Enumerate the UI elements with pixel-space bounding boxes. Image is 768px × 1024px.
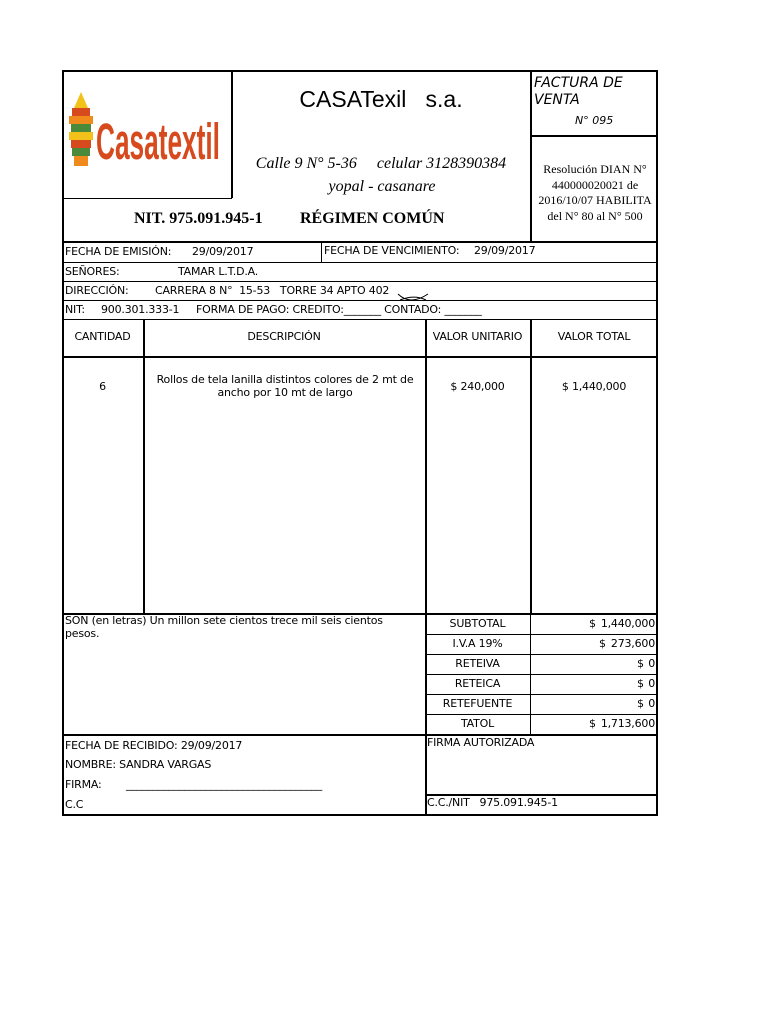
totals-label: RETEFUENTE [442,697,513,710]
authorized-signature: FIRMA AUTORIZADA [427,736,535,749]
due-date: 29/09/2017 [474,244,536,257]
nit-label: NIT: [65,303,85,316]
divider [62,198,232,199]
item-quantity: 6 [99,380,106,393]
divider [62,262,658,263]
totals-value: $ 1,713,600 [589,717,655,730]
totals-value: $ 273,600 [599,637,655,650]
divider [530,613,531,734]
company-address: Calle 9 N° 5-36 celular 3128390384 [255,155,507,172]
divider [425,674,658,675]
due-label: FECHA DE VENCIMIENTO: [324,244,460,257]
totals-label: TATOL [460,717,495,730]
divider [530,319,532,614]
header-quantity: CANTIDAD [74,330,131,343]
divider [62,300,658,301]
totals-label: RETEIVA [455,657,500,670]
totals-label: SUBTOTAL [449,617,506,630]
divider [62,356,658,358]
divider [425,634,658,635]
divider [425,654,658,655]
company-nit: NIT. 975.091.945-1 [134,210,263,227]
totals-value: $ 0 [637,677,655,690]
item-unit-value: $ 240,000 [450,380,505,393]
client-name: TAMAR L.T.D.A. [178,265,259,278]
received-date: FECHA DE RECIBIDO: 29/09/2017 [65,739,243,752]
logo-text: Casatextil [96,112,220,167]
amount-in-words: SON (en letras) Un millon sete cientos trece mil seis cientos pesos. [65,614,383,640]
company-name: CASATexil s.a. [299,86,463,112]
divider [321,241,322,262]
invoice-number: N° 095 [575,114,614,127]
receiver-name: NOMBRE: SANDRA VARGAS [65,758,212,771]
company-regime: RÉGIMEN COMÚN [300,210,445,227]
header-total-value: VALOR TOTAL [557,330,631,343]
emission-label: FECHA DE EMISIÓN: [65,245,172,258]
payment-method: FORMA DE PAGO: CREDITO:_______ CONTADO: _______ [196,303,482,316]
divider [425,714,658,715]
divider [62,281,658,282]
id-label: C.C [65,798,84,811]
totals-value: $ 1,440,000 [589,617,655,630]
divider [425,694,658,695]
header-description: DESCRIPCIÓN [247,330,321,343]
handwritten-mark [396,289,430,303]
item-total-value: $ 1,440,000 [561,380,627,393]
divider [62,241,658,243]
totals-label: I.V.A 19% [452,637,503,650]
item-description: Rollos de tela lanilla distintos colores de 2 mt de ancho por 10 mt de largo [156,373,414,399]
client-label: SEÑORES: [65,265,120,278]
header-unit-value: VALOR UNITARIO [432,330,523,343]
divider [530,135,658,137]
emission-date: 29/09/2017 [192,245,254,258]
divider [62,319,658,320]
issuer-id: C.C./NIT 975.091.945-1 [427,796,558,809]
totals-value: $ 0 [637,657,655,670]
company-city: yopal - casanare [328,178,436,195]
divider [62,734,658,736]
dian-resolution: Resolución DIAN N° 440000020021 de 2016/10/07 HABILITA del N° 80 al N° 500 [538,162,652,223]
invoice-title: FACTURA DE VENTA [534,75,623,108]
logo [96,95,226,167]
address-label: DIRECCIÓN: [65,284,129,297]
totals-label: RETEICA [454,677,501,690]
signature-label: FIRMA: [65,778,102,791]
client-nit: 900.301.333-1 [101,303,180,316]
client-address: CARRERA 8 N° 15-53 TORRE 34 APTO 402 [155,284,390,297]
signature-line: _____________________________________ [126,778,323,791]
logo-icon [66,92,96,168]
divider [143,319,145,614]
totals-value: $ 0 [637,697,655,710]
